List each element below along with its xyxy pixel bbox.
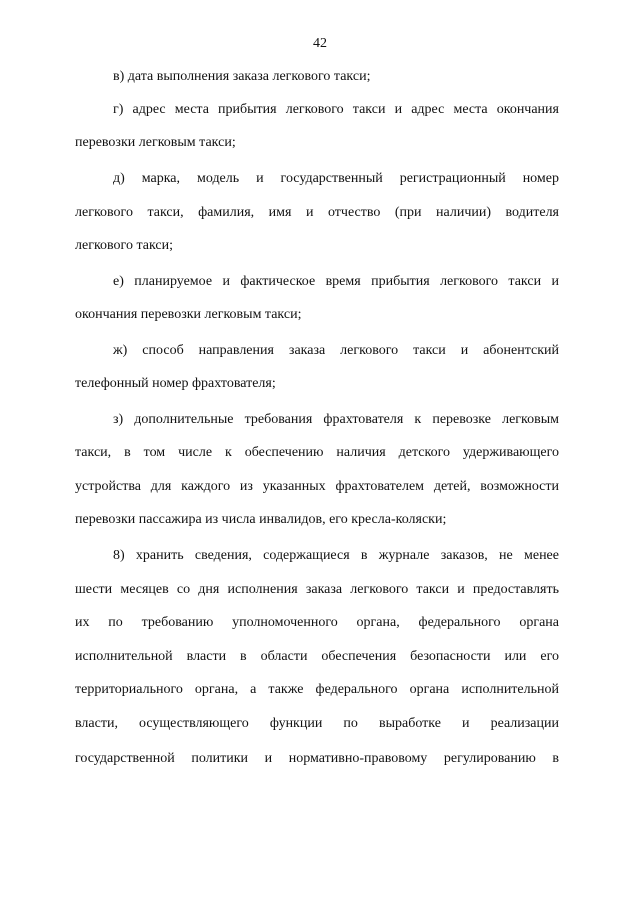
- text-line: такси, в том числе к обеспечению наличия детского удерживающего: [75, 445, 559, 460]
- text-line: в) дата выполнения заказа легкового такси;: [113, 69, 371, 84]
- text-line: власти, осуществляющего функции по выработке и реализации: [75, 716, 559, 731]
- text-line: легкового такси;: [75, 238, 173, 253]
- text-line: з) дополнительные требования фрахтователя к перевозке легковым: [113, 412, 559, 427]
- page-number: 42: [313, 36, 327, 51]
- text-line: телефонный номер фрахтователя;: [75, 376, 276, 391]
- text-line: г) адрес места прибытия легкового такси и адрес места окончания: [113, 102, 559, 117]
- text-line: территориального органа, а также федерального органа исполнительной: [75, 682, 559, 697]
- text-line: шести месяцев со дня исполнения заказа легкового такси и предоставлять: [75, 582, 559, 597]
- text-line: 8) хранить сведения, содержащиеся в журнале заказов, не менее: [113, 548, 559, 563]
- text-line: легкового такси, фамилия, имя и отчество (при наличии) водителя: [75, 205, 559, 220]
- text-line: окончания перевозки легковым такси;: [75, 307, 302, 322]
- text-line: исполнительной власти в области обеспечения безопасности или его: [75, 649, 559, 664]
- text-line: устройства для каждого из указанных фрахтователем детей, возможности: [75, 479, 559, 494]
- text-line: перевозки пассажира из числа инвалидов, его кресла-коляски;: [75, 512, 447, 527]
- text-line: ж) способ направления заказа легкового такси и абонентский: [113, 343, 559, 358]
- text-line: перевозки легковым такси;: [75, 135, 236, 150]
- text-line: их по требованию уполномоченного органа, федерального органа: [75, 615, 559, 630]
- text-line: е) планируемое и фактическое время прибытия легкового такси и: [113, 274, 559, 289]
- text-line: д) марка, модель и государственный регистрационный номер: [113, 171, 559, 186]
- text-line: государственной политики и нормативно-правовому регулированию в: [75, 751, 559, 766]
